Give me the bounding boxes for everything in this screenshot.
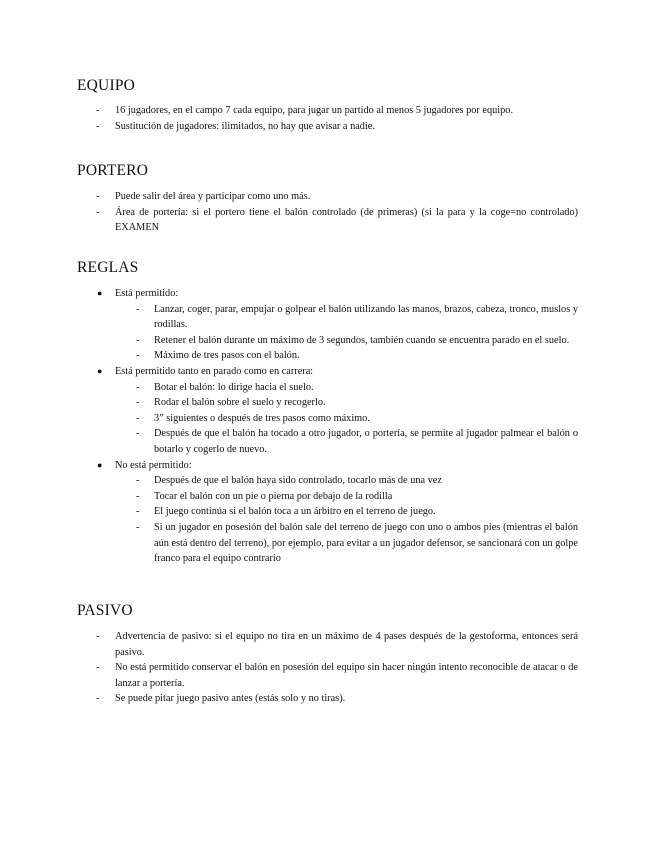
dot-bullet: ● <box>97 288 103 298</box>
dash-bullet: - <box>136 303 140 315</box>
dash-bullet: - <box>136 490 140 502</box>
list-item <box>0 629 578 660</box>
dot-bullet: ● <box>97 365 103 376</box>
dash-bullet: - <box>136 521 140 533</box>
list-item <box>0 520 578 567</box>
list-item <box>0 411 578 427</box>
group-label-text: No está permitido: <box>115 459 192 471</box>
list-item <box>0 103 578 119</box>
pasivo-list <box>0 629 655 707</box>
item-text: 3” siguientes o después de tres pasos como máximo. <box>154 412 370 424</box>
list-item <box>0 205 578 236</box>
item-text: Máximo de tres pasos con el balón. <box>154 350 300 362</box>
section-title-pasivo: PASIVO <box>77 602 133 619</box>
item-text: 16 jugadores, en el campo 7 cada equipo, para jugar un partido al menos 5 jugadores por equipo. <box>115 105 514 116</box>
group-label-text: Está permitido: <box>115 288 179 299</box>
dash-bullet: - <box>96 191 100 202</box>
dash-bullet: - <box>96 631 100 642</box>
dash-bullet: - <box>136 428 140 440</box>
section-title-equipo: EQUIPO <box>77 77 136 94</box>
list-item <box>0 333 578 349</box>
item-text: Rodar el balón sobre el suelo y recogerlo. <box>154 397 326 409</box>
list-item <box>0 426 578 457</box>
list-item <box>0 380 578 396</box>
dash-bullet: - <box>136 412 140 424</box>
list-item <box>0 660 578 691</box>
list-item <box>0 489 578 505</box>
dash-bullet: - <box>96 206 100 218</box>
portero-list <box>0 189 655 236</box>
dash-bullet: - <box>136 397 140 409</box>
dash-bullet: - <box>136 381 140 393</box>
dash-bullet: - <box>96 662 100 674</box>
list-item <box>0 504 578 520</box>
item-text: Después de que el balón ha tocado a otro jugador, o portería, se permite al jugador palmear el balón o botarlo y cogerlo de nuevo. <box>154 428 578 455</box>
item-text: Lanzar, coger, parar, empujar o golpear el balón utilizando las manos, brazos, cabeza, tronco, muslos y rodillas. <box>154 303 578 331</box>
dash-bullet: - <box>136 350 140 362</box>
list-item <box>0 348 578 364</box>
item-text: Puede salir del área y participar como uno más. <box>115 191 311 202</box>
dash-bullet: - <box>96 120 100 132</box>
dash-bullet: - <box>96 693 100 705</box>
item-text: Si un jugador en posesión del balón sale del terreno de juego con uno o ambos pies (mientras el balón aún está dentro del terreno), por ejemplo, para evitar a un jugador defensor, se sancionará con un golpe franco para el equipo contrario <box>154 521 578 565</box>
dash-bullet: - <box>136 334 140 346</box>
section-title-reglas: REGLAS <box>77 259 139 276</box>
item-text: Sustitución de jugadores: ilimitados, no hay que avisar a nadie. <box>115 120 375 132</box>
dash-bullet: - <box>136 475 140 487</box>
list-item <box>0 189 578 205</box>
equipo-list <box>0 103 655 134</box>
item-text: Se puede pitar juego pasivo antes (estás solo y no tiras). <box>115 693 346 705</box>
list-item <box>0 395 578 411</box>
list-item <box>0 119 578 135</box>
item-text: Botar el balón: lo dirige hacia el suelo. <box>154 381 314 393</box>
section-title-portero: PORTERO <box>77 162 149 179</box>
item-text: El juego continúa si el balón toca a un árbitro en el terreno de juego. <box>154 506 436 518</box>
dot-bullet: ● <box>97 459 103 470</box>
item-text: Advertencia de pasivo: si el equipo no tira en un máximo de 4 pases después de la gestoforma, entonces será pasivo. <box>115 631 578 658</box>
dash-bullet: - <box>96 105 100 116</box>
group-label <box>0 458 578 474</box>
item-text: No está permitido conservar el balón en posesión del equipo sin hacer ningún intento reconocible de atacar o de lanzar a portería. <box>115 662 578 689</box>
group-label <box>0 364 578 380</box>
reglas-list <box>0 286 655 567</box>
dash-bullet: - <box>136 506 140 518</box>
item-text: Tocar el balón con un pie o pierna por debajo de la rodilla <box>154 490 393 502</box>
list-item <box>0 473 578 489</box>
list-item <box>0 302 578 333</box>
group-label-text: Está permitido tanto en parado como en carrera: <box>115 365 314 377</box>
item-text: Área de portería: si el portero tiene el balón controlado (de primeras) (si la para y la coge=no controlado) EXAMEN <box>115 206 578 234</box>
item-text: Retener el balón durante un máximo de 3 segundos, también cuando se encuentra parado en el suelo. <box>154 334 570 346</box>
group-label <box>0 286 578 302</box>
item-text: Después de que el balón haya sido controlado, tocarlo más de una vez <box>154 475 442 487</box>
list-item <box>0 691 578 707</box>
